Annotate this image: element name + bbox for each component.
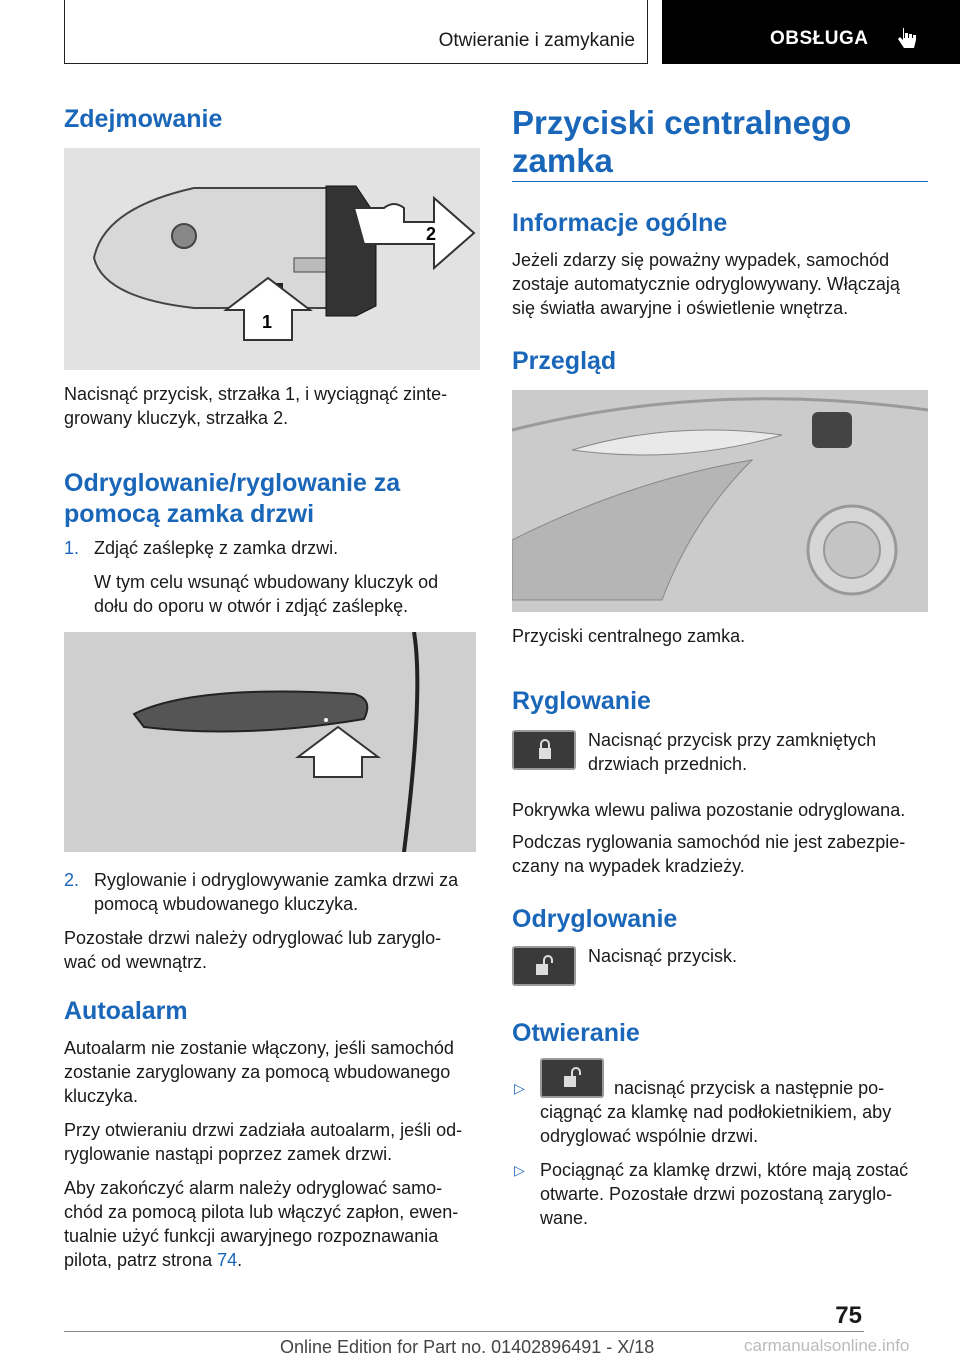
heading-otwieranie: Otwieranie — [512, 1019, 640, 1047]
section-label: OBSŁUGA — [770, 28, 869, 49]
step-1-detail: W tym celu wsunąć wbudowany kluczyk od dołu do oporu w otwór i zdjąć zaślepkę. — [94, 572, 439, 616]
heading-autoalarm: Autoalarm — [64, 997, 188, 1025]
footer-edition: Online Edition for Part no. 01402896491 - X/18 — [280, 1337, 655, 1357]
figure-key-removal — [64, 148, 480, 370]
heading-przeglad: Przegląd — [512, 347, 617, 375]
door-handle-illustration — [64, 632, 476, 852]
watermark: carmanualsonline.info — [744, 1336, 910, 1355]
step-2: 2. Ryglowanie i odryglowywanie zamka drzwi za pomocą wbudowanego kluczyka. — [64, 870, 459, 914]
heading-odryglowanie: Odryglowanie — [512, 905, 678, 933]
arrow-label-2: 2 — [426, 224, 437, 244]
lock-button-image — [512, 730, 576, 770]
door-panel-illustration — [512, 390, 928, 612]
bullet-1-line-1: nacisnąć przycisk a następnie po- — [614, 1078, 885, 1098]
paragraph-odryglowanie: Nacisnąć przycisk. — [588, 946, 738, 966]
paragraph-przy-otwieraniu: Przy otwieraniu drzwi zadziała autoalarm, jeśli od- ryglowanie nastąpi poprzez zamek drzwi. — [64, 1120, 463, 1164]
heading-odryglowanie-zamek: Odryglowanie/ryglowanie za pomocą zamka drzwi — [64, 469, 401, 528]
chapter-title: Otwieranie i zamykanie — [438, 30, 635, 51]
bullet-1-rest: ciągnąć za klamkę nad podłokietnikiem, aby odryglować wspólnie drzwi. — [540, 1102, 892, 1146]
lock-icon — [514, 732, 574, 768]
paragraph-pokrywka: Pokrywka wlewu paliwa pozostanie odryglowana. — [512, 800, 906, 820]
pointing-hand-icon — [896, 26, 918, 54]
paragraph-aby-zakonczyc: Aby zakończyć alarm należy odryglować samo- chód za pomocą pilota lub włączyć zapłon, ewen- tualnie użyć funkcji awaryjnego rozpoznawania pilota, patrz strona 74. — [64, 1178, 459, 1270]
heading-ryglowanie: Ryglowanie — [512, 687, 651, 715]
figure-door-handle — [64, 632, 476, 852]
arrow-label-1: 1 — [262, 312, 273, 332]
step-1: 1. Zdjąć zaślepkę z zamka drzwi. — [64, 538, 339, 558]
paragraph-informacje: Jeżeli zdarzy się poważny wypadek, samochód zostaje automatycznie odryglowywany. Włączają się światła awaryjne i oświetlenie wnętrza. — [512, 250, 900, 318]
figure-door-panel — [512, 390, 928, 612]
heading-rule — [512, 181, 928, 182]
unlock-icon — [514, 948, 574, 984]
heading-przyciski-centralnego-zamka: Przyciski centralnego zamka — [512, 104, 852, 179]
paragraph-pozostale: Pozostałe drzwi należy odryglować lub zaryglo- wać od wewnątrz. — [64, 928, 442, 972]
caption-przyciski: Przyciski centralnego zamka. — [512, 626, 746, 646]
footer-rule — [64, 1331, 864, 1332]
page-number: 75 — [835, 1302, 862, 1329]
header-title-box — [64, 0, 648, 64]
bullet-2: Pociągnąć za klamkę drzwi, które mają zostać otwarte. Pozostałe drzwi pozostaną zaryglo- wane. — [540, 1160, 909, 1228]
unlock-button-image-inline — [540, 1058, 604, 1098]
bullet-1-marker: ▷ — [514, 1080, 525, 1096]
heading-zdejmowanie: Zdejmowanie — [64, 105, 223, 133]
heading-informacje-ogolne: Informacje ogólne — [512, 209, 728, 237]
paragraph-podczas: Podczas ryglowania samochód nie jest zabezpie- czany na wypadek kradzieży. — [512, 832, 906, 876]
key-removal-illustration — [64, 148, 480, 370]
unlock-icon — [542, 1060, 602, 1096]
page-link-74[interactable]: 74 — [217, 1250, 238, 1270]
paragraph-ryglowanie: Nacisnąć przycisk przy zamkniętych drzwiach przednich. — [588, 730, 877, 774]
paragraph-nacisnac: Nacisnąć przycisk, strzałka 1, i wyciągnąć zinte- growany kluczyk, strzałka 2. — [64, 384, 448, 428]
header-section-tab — [662, 0, 960, 64]
unlock-button-image — [512, 946, 576, 986]
bullet-2-marker: ▷ — [514, 1162, 525, 1178]
paragraph-autoalarm: Autoalarm nie zostanie włączony, jeśli samochód zostanie zaryglowany za pomocą wbudowanego kluczyka. — [64, 1038, 454, 1106]
